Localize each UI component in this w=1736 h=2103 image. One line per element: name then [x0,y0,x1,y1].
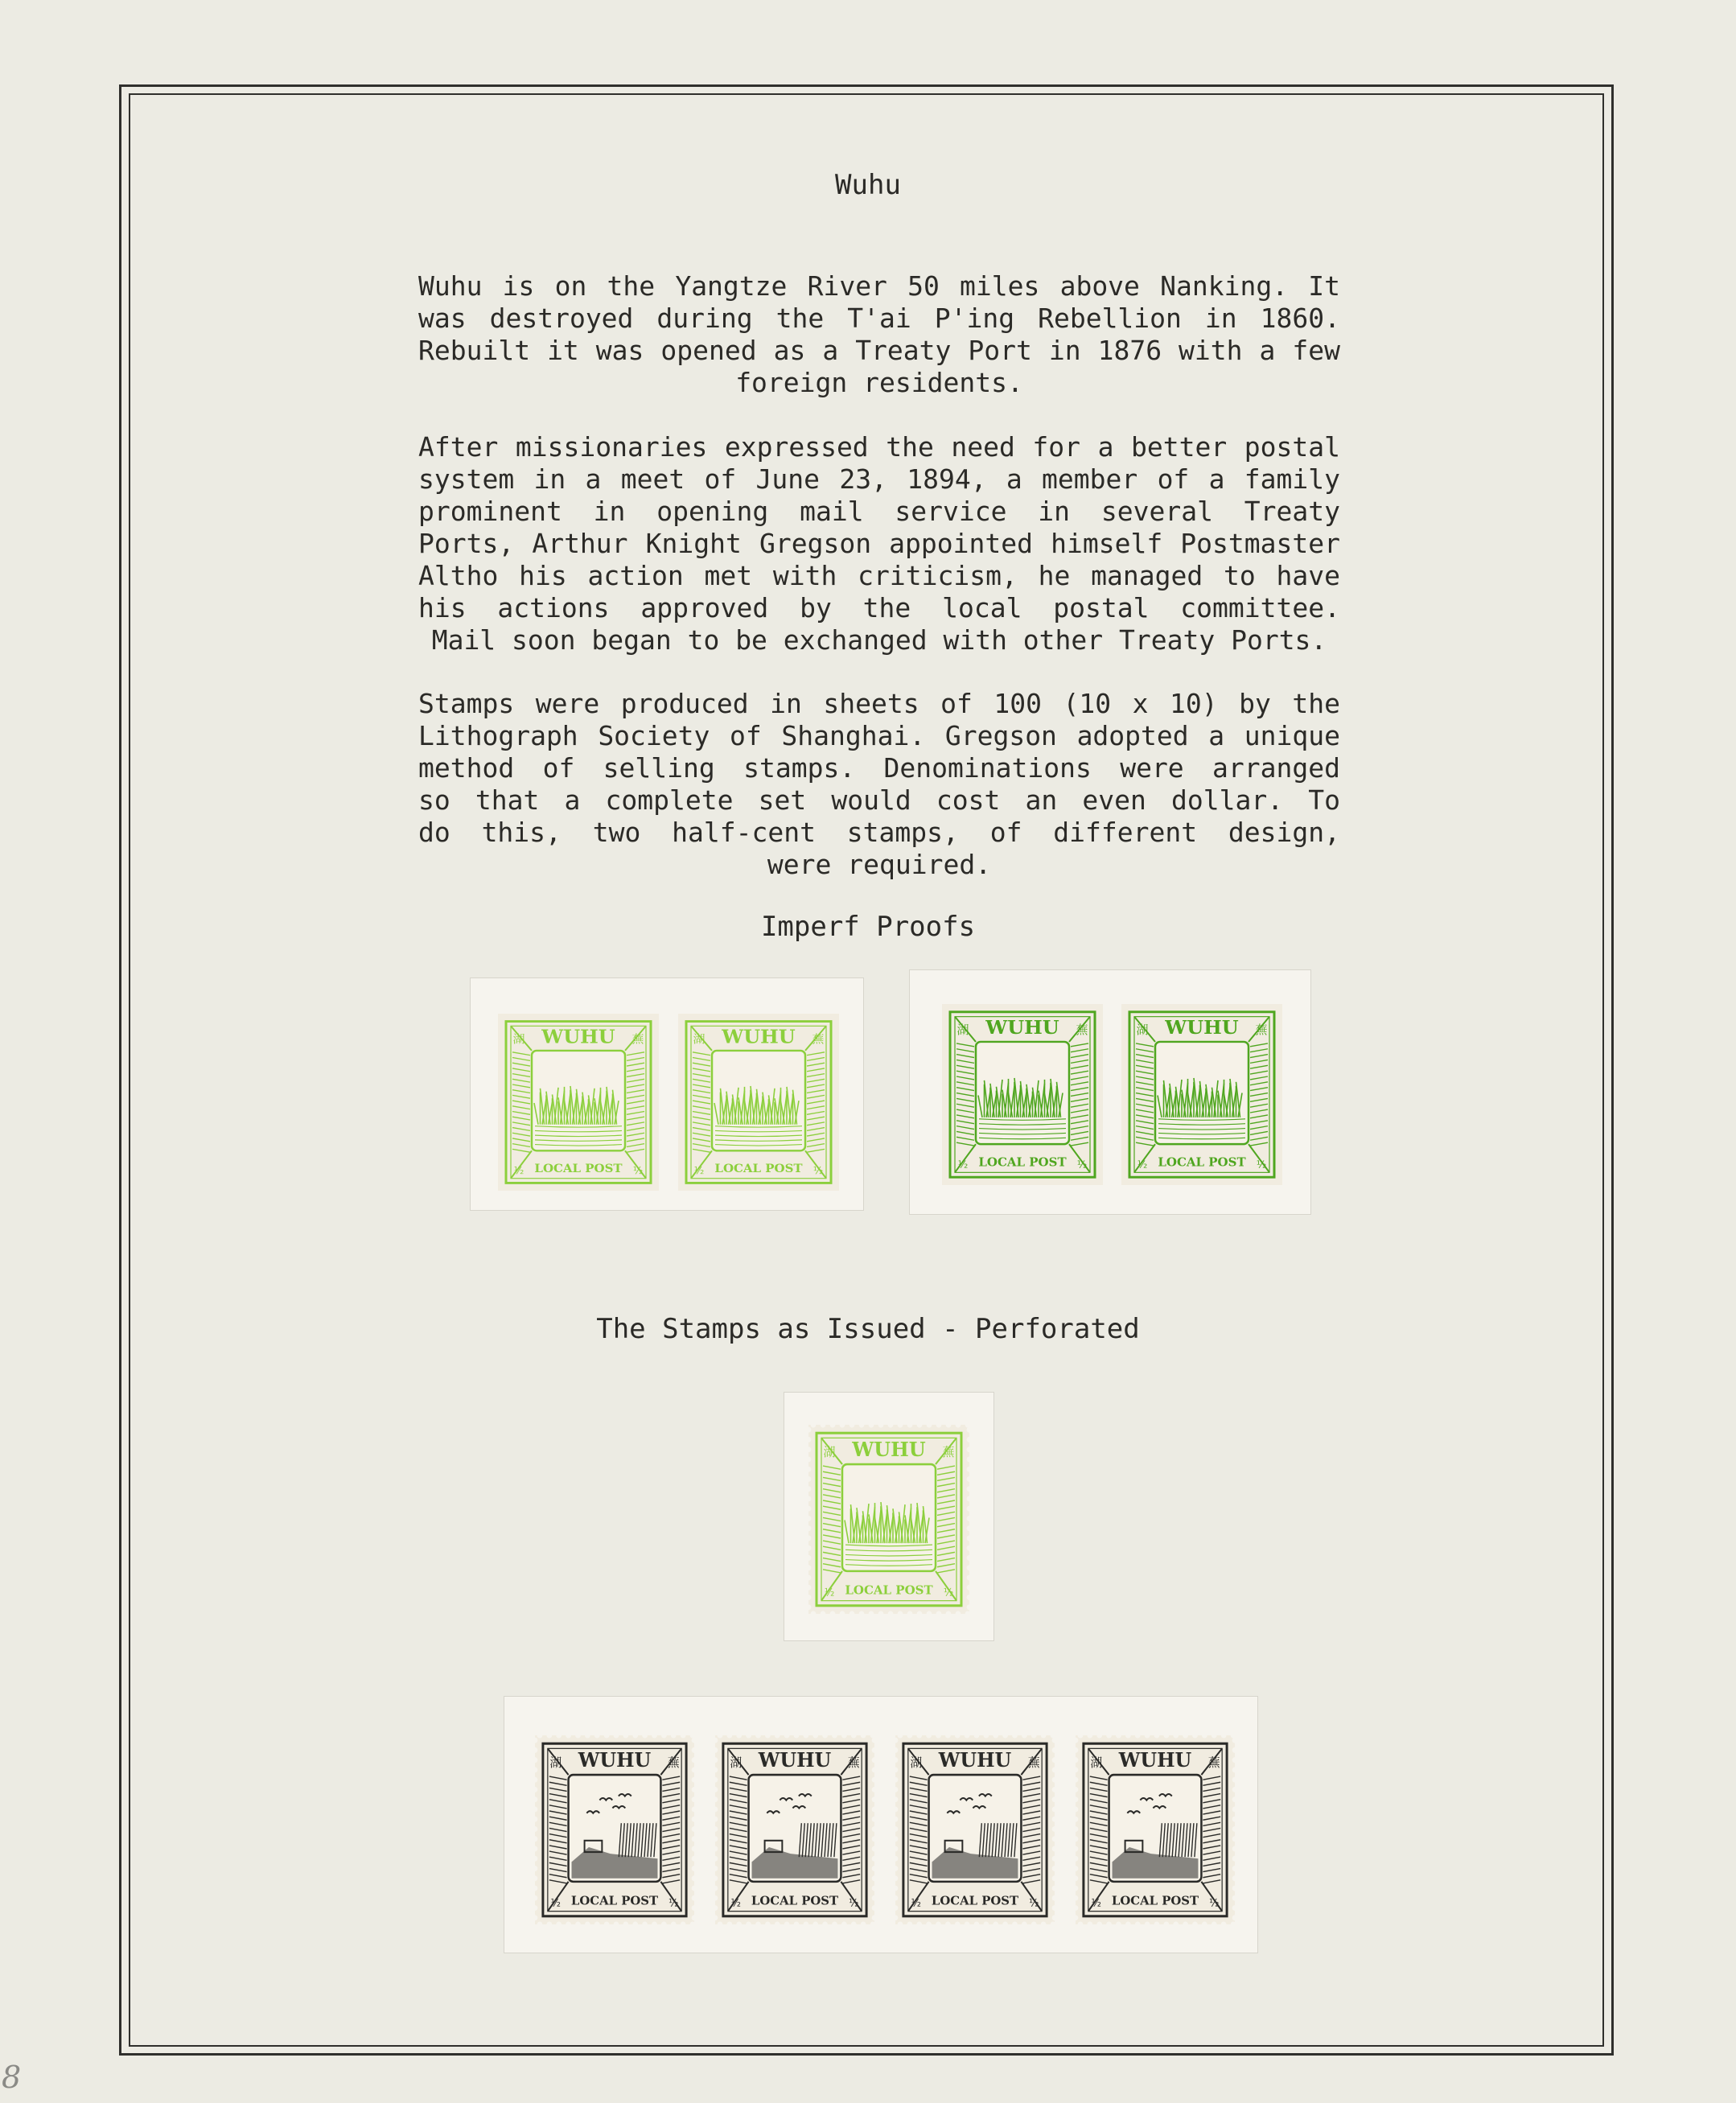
stamp-inscription-text: LOCAL POST [1111,1893,1199,1908]
svg-text:½: ½ [1076,1159,1088,1171]
paragraph-line: Altho his action met with criticism, he managed to have [418,560,1340,591]
paragraph-line: his actions approved by the local postal committee. [418,592,1340,623]
stamp-name-text: WUHU [1165,1016,1239,1039]
paragraph-line: prominent in opening mail service in several Treaty [418,496,1340,527]
paragraph-line: Lithograph Society of Shanghai. Gregson adopted a unique [418,720,1340,751]
paragraph-postmaster [418,431,1340,656]
stamp-imperf-light-2 [678,1014,839,1191]
stamp-char-left: 湖 [910,1755,923,1770]
mount-imperf-pair-light [470,977,864,1211]
stamp-perforated-black-2 [715,1735,874,1924]
stamp-inscription-text: LOCAL POST [931,1893,1019,1908]
svg-text:½: ½ [632,1164,644,1176]
stamp-perforated-black-1 [535,1735,694,1924]
svg-text:½: ½ [730,1897,741,1910]
stamp-char-right: 蕪 [667,1755,680,1770]
stamp-imperf-light-1 [498,1014,659,1191]
caption-imperf-proofs: Imperf Proofs [760,911,976,943]
svg-text:½: ½ [693,1164,705,1176]
stamp-design [535,1735,694,1924]
stamp-char-left: 湖 [693,1032,706,1047]
page-title: Wuhu [835,169,901,201]
paragraph-line: was destroyed during the T'ai P'ing Rebellion in 1860. [418,302,1340,334]
mount-perforated-single [784,1392,994,1641]
stamp-design [715,1735,874,1924]
mount-perforated-strip [504,1696,1258,1953]
svg-text:½: ½ [1137,1159,1148,1171]
stamp-char-right: 蕪 [812,1032,825,1047]
stamp-inscription-text: LOCAL POST [751,1893,839,1908]
stamp-char-left: 湖 [549,1755,562,1770]
paragraph-line: were required. [767,849,992,880]
stamp-name-text: WUHU [985,1016,1059,1039]
stamp-name-text: WUHU [541,1025,615,1048]
svg-text:½: ½ [1091,1897,1101,1910]
stamp-perforated-green [808,1425,969,1614]
paragraph-line: After missionaries expressed the need for a better postal [418,431,1340,463]
svg-text:½: ½ [957,1159,969,1171]
stamp-perforated-black-3 [895,1735,1055,1924]
stamp-inscription-text: LOCAL POST [978,1155,1067,1170]
svg-text:½: ½ [1209,1897,1220,1910]
svg-text:½: ½ [812,1164,824,1176]
stamp-char-right: 蕪 [631,1032,644,1047]
stamp-char-left: 湖 [956,1023,969,1038]
paragraph-line: so that a complete set would cost an even dollar. To [418,784,1340,816]
stamp-design [942,1004,1103,1185]
svg-text:½: ½ [911,1897,921,1910]
page-number-mark: 8 [2,2060,22,2095]
stamp-imperf-dark-2 [1121,1004,1282,1185]
stamp-name-text: WUHU [852,1437,926,1461]
stamp-char-left: 湖 [730,1755,743,1770]
svg-text:½: ½ [1029,1897,1039,1910]
paragraph-line: Mail soon began to be exchanged with other Treaty Ports. [431,624,1327,656]
stamp-inscription-text: LOCAL POST [845,1582,933,1598]
stamp-inscription-text: LOCAL POST [1158,1155,1246,1170]
stamp-char-right: 蕪 [1255,1023,1268,1038]
stamp-inscription-text: LOCAL POST [570,1893,659,1908]
paragraph-line: Ports, Arthur Knight Gregson appointed himself Postmaster [418,528,1340,559]
paragraph-line: system in a meet of June 23, 1894, a member of a family [418,463,1340,495]
paragraph-line: Rebuilt it was opened as a Treaty Port in 1876 with a few [418,335,1340,366]
caption-perforated: The Stamps as Issued - Perforated [596,1313,1140,1345]
stamp-char-right: 蕪 [847,1755,860,1770]
paragraph-line: method of selling stamps. Denominations were arranged [418,752,1340,784]
stamp-name-text: WUHU [722,1025,796,1048]
stamp-design [498,1014,659,1191]
paragraph-history [418,270,1340,399]
stamp-design [678,1014,839,1191]
svg-text:½: ½ [1256,1159,1267,1171]
svg-text:½: ½ [849,1897,859,1910]
stamp-char-right: 蕪 [1027,1755,1040,1770]
stamp-design [1076,1735,1235,1924]
svg-text:½: ½ [668,1897,679,1910]
stamp-inscription-text: LOCAL POST [534,1162,623,1175]
svg-text:½: ½ [943,1587,954,1599]
stamp-name-text: WUHU [578,1747,652,1772]
svg-text:½: ½ [824,1587,835,1599]
stamp-char-left: 湖 [1090,1755,1103,1770]
stamp-char-left: 湖 [512,1032,525,1047]
stamp-char-left: 湖 [823,1444,836,1459]
paragraph-line: do this, two half-cent stamps, of different design, [418,817,1340,848]
stamp-design [895,1735,1055,1924]
stamp-design [1121,1004,1282,1185]
stamp-name-text: WUHU [758,1747,832,1772]
mount-imperf-pair-dark [909,969,1311,1215]
stamp-inscription-text: LOCAL POST [714,1162,803,1175]
svg-text:½: ½ [513,1164,525,1176]
stamp-char-right: 蕪 [1207,1755,1220,1770]
stamp-char-left: 湖 [1136,1023,1149,1038]
paragraph-line: Wuhu is on the Yangtze River 50 miles above Nanking. It [418,270,1340,302]
stamp-char-right: 蕪 [942,1444,955,1459]
stamp-char-right: 蕪 [1076,1023,1088,1038]
svg-text:½: ½ [550,1897,561,1910]
stamp-name-text: WUHU [1118,1747,1192,1772]
stamp-name-text: WUHU [938,1747,1012,1772]
paragraph-line: Stamps were produced in sheets of 100 (10 x 10) by the [418,688,1340,719]
stamp-design [808,1425,969,1614]
paragraph-line: foreign residents. [735,367,1023,398]
stamp-perforated-black-4 [1076,1735,1235,1924]
stamp-imperf-dark-1 [942,1004,1103,1185]
paragraph-production [418,688,1340,881]
